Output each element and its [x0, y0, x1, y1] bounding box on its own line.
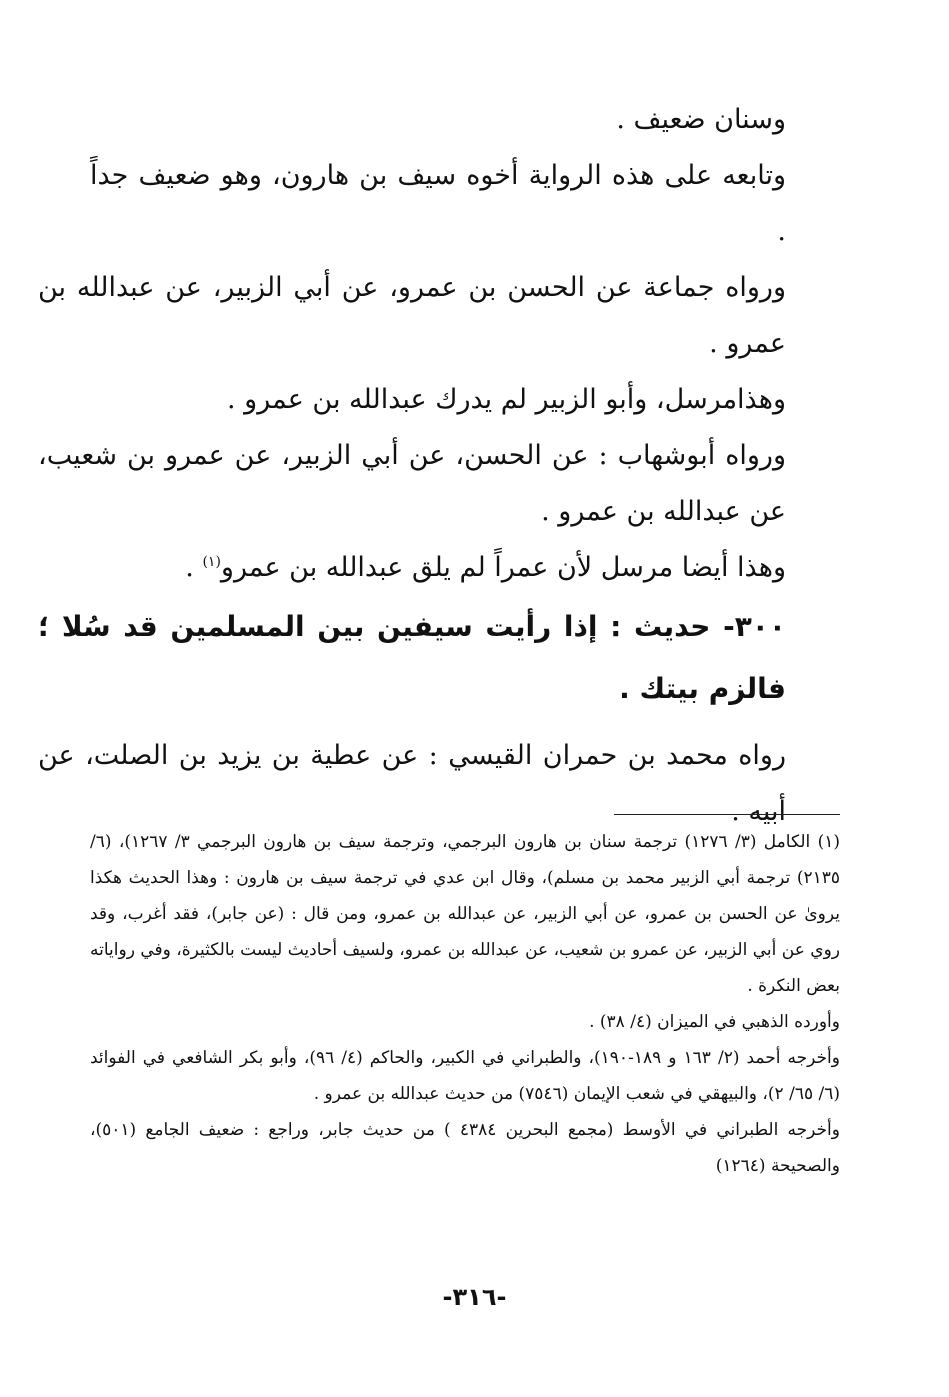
- footnote-1: (١) الكامل (٣/ ١٢٧٦) ترجمة سنان بن هارون البرجمي، وترجمة سيف بن هارون البرجمي ٣/ ١٢٦٧)، (٦/ ٢١٣٥) ترجمة أبي الزبير محمد بن مسلم)، وقال ابن عدي في ترجمة سيف بن هارون : وهذا الحديث هكذا يروىٰ عن الحسن بن عمرو، عن أبي الزبير، عن عبدالله بن عمرو، ومن قال : (عن جابر)، فقد أغرب، وقد روي عن أبي الزبير، عن عمرو بن شعيب، عن عبدالله بن عمرو، ولسيف أحاديث ليست بالكثيرة، وفي رواياته بعض النكرة .: [90, 832, 840, 996]
- paragraph-6-text: وهذا أيضا مرسل لأن عمراً لم يلق عبدالله بن عمرو: [220, 552, 786, 583]
- footnotes: [90, 824, 840, 1184]
- paragraph-1: وسنان ضعيف .: [616, 104, 786, 135]
- paragraph-4: وهذامرسل، وأبو الزبير لم يدرك عبدالله بن عمرو .: [227, 384, 786, 415]
- footnote-3: وأخرجه أحمد (٢/ ١٦٣ و ١٨٩-١٩٠)، والطبراني في الكبير، والحاكم (٤/ ٩٦)، وأبو بكر الشافعي في الفوائد (٦/ ٦٥/ ٢)، والبيهقي في شعب الإيمان (٧٥٤٦) من حديث عبدالله بن عمرو .: [90, 1048, 840, 1104]
- footnote-2: وأورده الذهبي في الميزان (٤/ ٣٨) .: [589, 1012, 840, 1032]
- paragraph-7: رواه محمد بن حمران القيسي : عن عطية بن يزيد بن الصلت، عن أبيه .: [38, 740, 786, 827]
- footnote-reference: (١): [202, 554, 221, 570]
- page-number: -٣١٦-: [442, 1283, 507, 1311]
- paragraph-2: وتابعه على هذه الرواية أخوه سيف بن هارون، وهو ضعيف جداً .: [90, 160, 786, 247]
- paragraph-5: ورواه أبوشهاب : عن الحسن، عن أبي الزبير، عن عمرو بن شعيب، عن عبدالله بن عمرو .: [38, 440, 786, 527]
- hadith-heading: ٣٠٠- حديث : إذا رأيت سيفين بين المسلمين قد سُلا ؛ فالزم بيتك .: [38, 610, 786, 705]
- footnote-4: وأخرجه الطبراني في الأوسط (مجمع البحرين ٤٣٨٤ ) من حديث جابر، وراجع : ضعيف الجامع (٥٠١)، والصحيحة (١٢٦٤): [90, 1120, 840, 1176]
- paragraph-6: [90, 540, 786, 596]
- paragraph-6-end: .: [185, 552, 203, 583]
- paragraph-3: ورواه جماعة عن الحسن بن عمرو، عن أبي الزبير، عن عبدالله بن عمرو .: [38, 272, 786, 359]
- footnote-divider: [614, 814, 840, 815]
- main-text: [38, 92, 786, 840]
